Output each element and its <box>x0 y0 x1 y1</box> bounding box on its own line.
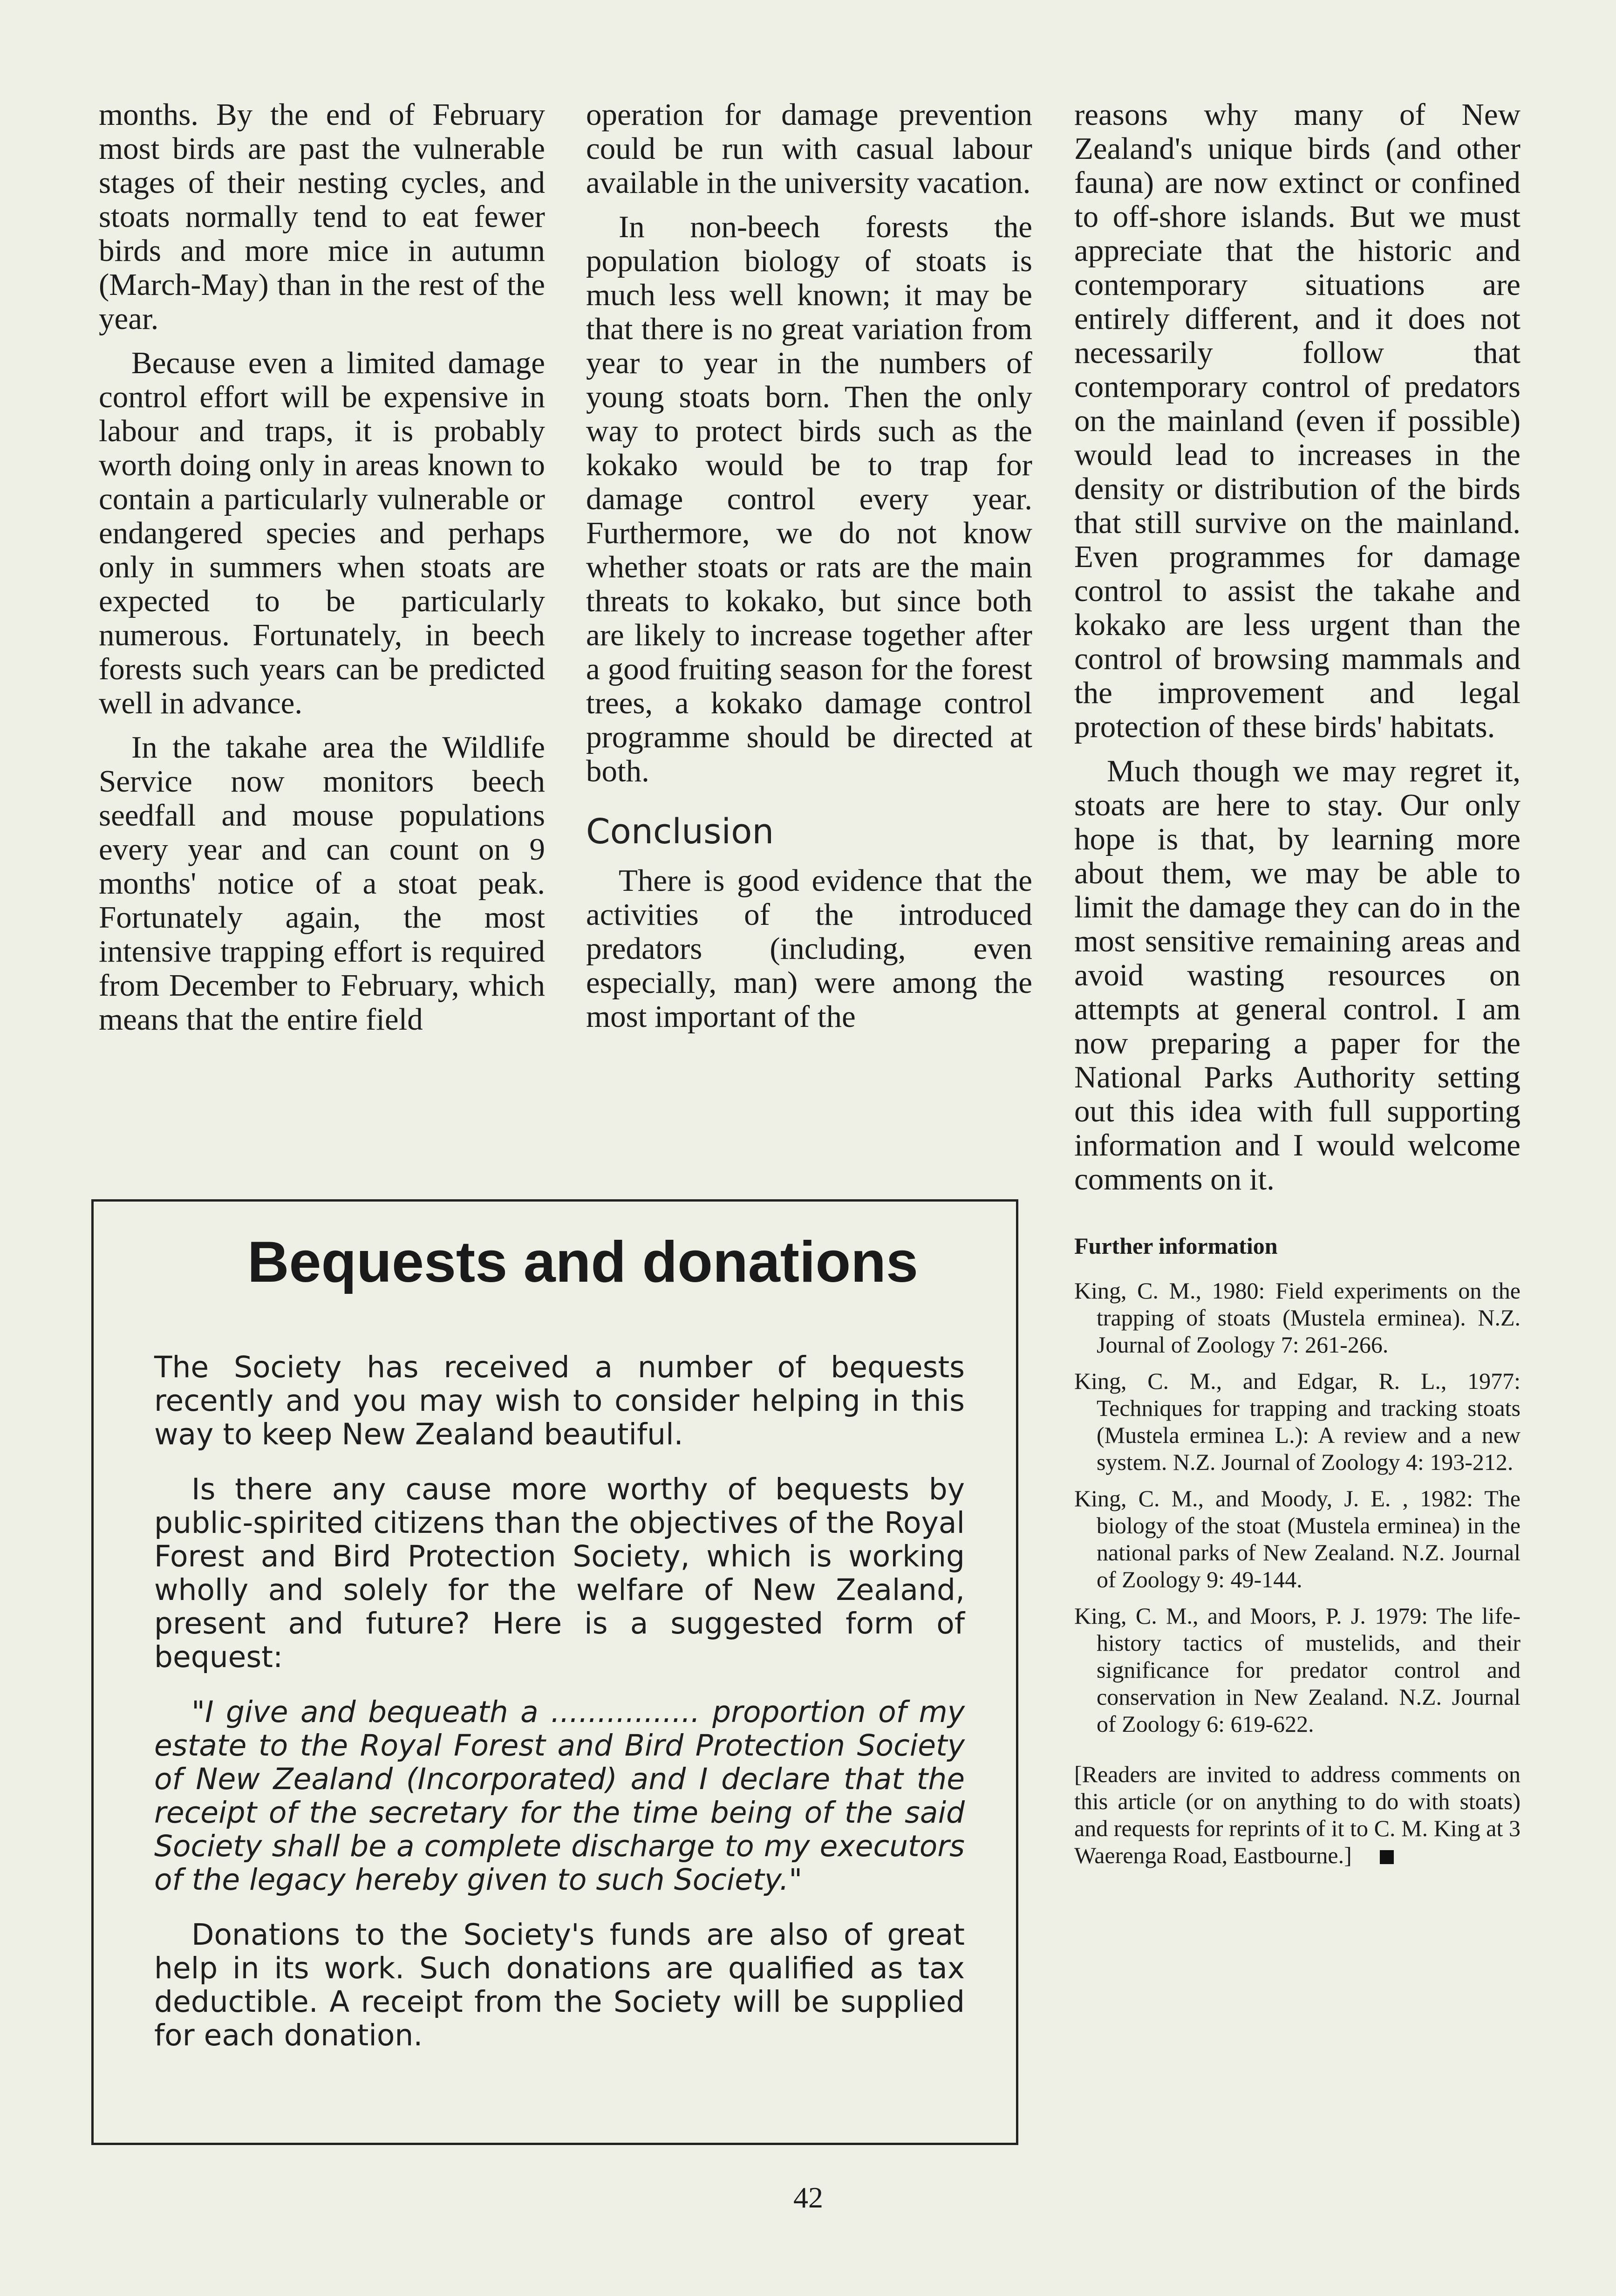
body-paragraph: Much though we may regret it, stoats are here to stay. Our only hope is that, by learning more about them, we may be able to limit the damage they can do in the most sensitive remaining areas and avoid wasting resources on attempts at general control. I am now preparing a paper for the National Parks Authority setting out this idea with full supporting information and I would welcome comments on it. <box>1074 754 1521 1196</box>
further-information-heading: Further information <box>1074 1233 1278 1259</box>
article-column-3 <box>1074 98 1521 1869</box>
body-paragraph: In the takahe area the Wildlife Service now monitors beech seedfall and mouse populations every year and can count on 9 months' notice of a stoat peak. Fortunately again, the most intensive trapping effort is required from December to February, which means that the entire field <box>99 730 545 1037</box>
bequests-box <box>91 1199 1018 2145</box>
end-of-article-mark <box>1380 1850 1394 1864</box>
body-paragraph: In non-beech forests the population biology of stoats is much less well known; it may be that there is no great variation from year to year in the numbers of young stoats born. Then the only way to protect birds such as the kokako would be to trap for damage control every year. Furthermore, we do not know whether stoats or rats are the main threats to kokako, but since both are likely to increase together after a good fruiting season for the forest trees, a kokako damage control programme should be directed at both. <box>586 210 1032 788</box>
conclusion-heading: Conclusion <box>586 812 774 852</box>
page-number: 42 <box>793 2181 823 2214</box>
body-paragraph: Because even a limited damage control effort will be expensive in labour and traps, it is probably worth doing only in areas known to contain a particularly vulnerable or endangered species and perhaps only in summers when stoats are expected to be particularly numerous. Fortunately, in beech forests such years can be predicted well in advance. <box>99 346 545 720</box>
reference-item: King, C. M., and Edgar, R. L., 1977: Techniques for trapping and tracking stoats (Mustela erminea L.): A review and a new system. N.Z. Journal of Zoology 4: 193-212. <box>1074 1368 1521 1475</box>
bequests-title: Bequests and donations <box>247 1230 918 1294</box>
bequest-wording-quote: "I give and bequeath a ................ proportion of my estate to the Royal Forest and Bird Protection Society of New Zealand (Incorporated) and I declare that the receipt of the secretary for the time being of the said Society shall be a complete discharge to my executors of the legacy hereby given to such Society." <box>154 1695 965 1897</box>
bequests-paragraph: The Society has received a number of bequests recently and you may wish to consider helping in this way to keep New Zealand beautiful. <box>154 1350 965 1451</box>
bequests-paragraph: Donations to the Society's funds are also of great help in its work. Such donations are qualified as tax deductible. A receipt from the Society will be supplied for each donation. <box>154 1918 965 2052</box>
reference-item: King, C. M., and Moody, J. E. , 1982: The biology of the stoat (Mustela erminea) in the national parks of New Zealand. N.Z. Journal of Zoology 9: 49-144. <box>1074 1485 1521 1592</box>
reference-item: King, C. M., 1980: Field experiments on the trapping of stoats (Mustela erminea). N.Z. Journal of Zoology 7: 261-266. <box>1074 1278 1521 1358</box>
readers-note <box>1074 1761 1521 1869</box>
body-paragraph: There is good evidence that the activities of the introduced predators (including, even especially, man) were among the most important of the <box>586 863 1032 1034</box>
reference-item: King, C. M., and Moors, P. J. 1979: The life-history tactics of mustelids, and their significance for predator control and conservation in New Zealand. N.Z. Journal of Zoology 6: 619-622. <box>1074 1603 1521 1737</box>
body-paragraph: months. By the end of February most birds are past the vulnerable stages of their nesting cycles, and stoats normally tend to eat fewer birds and more mice in autumn (March-May) than in the rest of the year. <box>99 97 545 336</box>
readers-note-text: [Readers are invited to address comments on this article (or on anything to do with stoats) and requests for reprints of it to C. M. King at 3 Waerenga Road, Eastbourne.] <box>1074 1761 1521 1868</box>
body-paragraph: operation for damage prevention could be run with casual labour available in the university vacation. <box>586 97 1032 200</box>
article-column-2 <box>586 98 1032 1044</box>
bequests-paragraph: Is there any cause more worthy of bequests by public-spirited citizens than the objectives of the Royal Forest and Bird Protection Society, which is working wholly and solely for the welfare of New Zealand, present and future? Here is a suggested form of bequest: <box>154 1472 965 1674</box>
article-column-1 <box>99 98 545 1047</box>
body-paragraph: reasons why many of New Zealand's unique birds (and other fauna) are now extinct or confined to off-shore islands. But we must appreciate that the historic and contemporary situations are entirely different, and it does not necessarily follow that contemporary control of predators on the mainland (even if possible) would lead to increases in the density or distribution of the birds that still survive on the mainland. Even programmes for damage control to assist the takahe and kokako are less urgent than the control of browsing mammals and the improvement and legal protection of these birds' habitats. <box>1074 97 1521 744</box>
